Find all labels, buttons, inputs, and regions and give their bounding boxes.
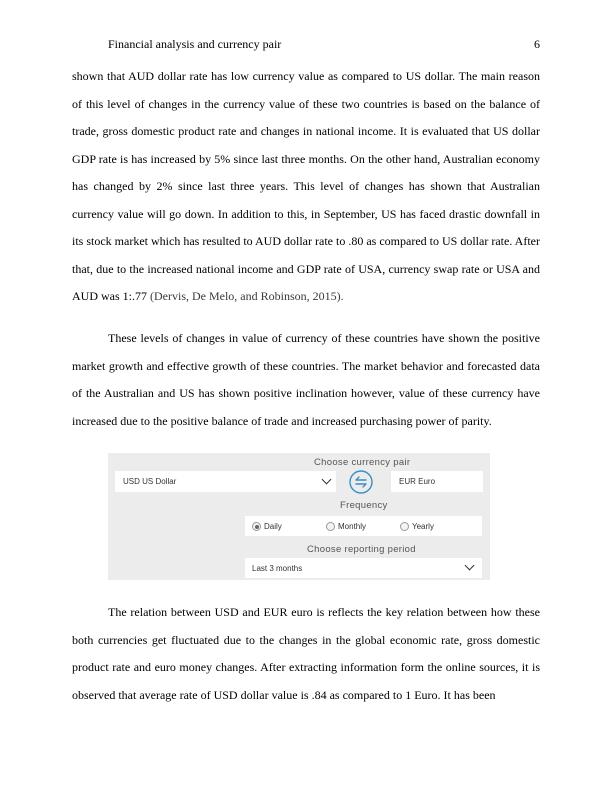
from-currency-value: USD US Dollar [123,477,177,486]
radio-monthly-label: Monthly [338,522,367,531]
paragraph-text: shown that AUD dollar rate has low currency value as compared to US dollar. The main reason of this level of changes in the currency value of these two countries is based on the balance of trade, gross domestic product rate and changes in national income. It is evaluated that US dollar GDP rate is has increased by 5% since last three months. On the other hand, Australian economy has changed by 2% since last three years. This level of changes has shown that Australian currency value will go down. In addition to this, in September, US has faced drastic downfall in its stock market which has resulted to AUD dollar rate to .80 as compared to US dollar rate. After that, due to the increased national income and GDP rate of USA, currency swap rate or USA and AUD was 1:.77 [72,69,540,303]
to-currency-select[interactable] [391,471,483,492]
reporting-period-value: Last 3 months [252,564,303,573]
reporting-period-label: Choose reporting period [307,544,416,555]
citation: (Dervis, De Melo, and Robinson, 2015). [150,289,344,303]
chevron-down-icon [322,475,332,485]
to-currency-value: EUR Euro [399,477,436,486]
radio-daily[interactable] [252,522,261,531]
paragraph-usd-eur: The relation between USD and EUR euro is reflects the key relation between how these both currencies get fluctuated due to the changes in the global economic rate, gross domestic product rate and euro money changes. After extracting information form the online sources, it is observed that average rate of USD dollar value is .84 as compared to 1 Euro. It has been [72,605,540,702]
radio-yearly-label: Yearly [412,522,434,531]
radio-yearly[interactable] [400,522,409,531]
running-head: Financial analysis and currency pair [108,37,282,51]
reporting-period-select[interactable] [245,558,482,578]
paragraph-currency-growth: These levels of changes in value of currency of these countries have shown the positive market growth and effective growth of these countries. The market behavior and forecasted data of the Australian and US has shown positive inclination however, value of these currency have increased due to the positive balance of trade and increased purchasing power of parity. [72,331,540,428]
paragraph-aud-usd [72,63,540,311]
currency-pair-screenshot [108,453,490,580]
frequency-label: Frequency [340,500,388,511]
from-currency-select[interactable] [115,471,336,492]
choose-pair-label: Choose currency pair [314,457,411,468]
swap-icon[interactable] [348,469,374,495]
radio-monthly[interactable] [326,522,335,531]
frequency-radio-group [245,516,482,536]
radio-daily-label: Daily [264,522,282,531]
page-number: 6 [534,37,540,51]
chevron-down-icon [465,561,475,571]
